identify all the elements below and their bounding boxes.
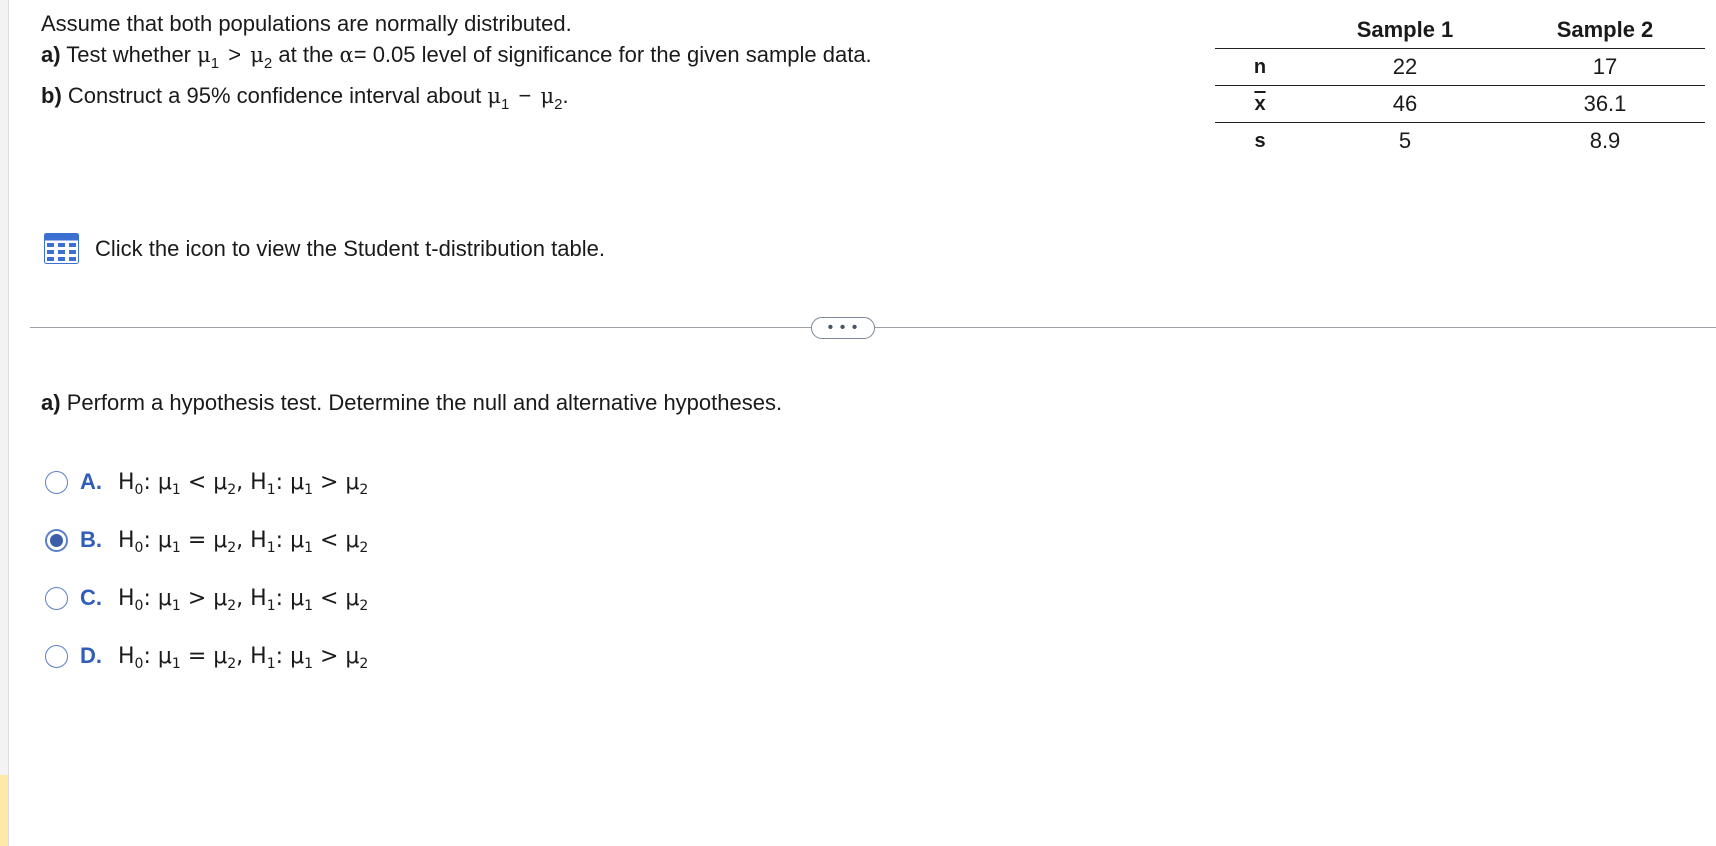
relation-symbol: > [228,42,242,67]
part-a-text-after: level of significance for the given sample data. [421,42,872,67]
radio-button[interactable] [45,471,68,494]
colon: : [275,527,284,553]
mu-symbol: μ [345,585,360,611]
subscript: 2 [227,655,237,672]
row-label-xbar [1215,86,1305,123]
subscript: 2 [227,481,237,498]
subscript: 1 [304,539,313,556]
question-prompt [41,389,782,417]
h1-symbol: H [250,585,267,611]
colon: : [143,585,151,611]
mu-symbol: μ [250,43,264,67]
subscript: 1 [266,481,276,498]
mu-symbol: μ [157,469,172,495]
h0-symbol: H [118,469,135,495]
option-b[interactable] [45,527,369,556]
subscript: 2 [359,539,369,556]
separator: , [236,643,244,669]
h0-symbol: H [118,643,135,669]
hypotheses-expression[interactable] [118,527,369,556]
relation-symbol: = [187,643,207,669]
radio-button[interactable] [45,587,68,610]
problem-intro [41,10,572,38]
separator: , [236,527,244,553]
separator: , [236,585,244,611]
subscript: 0 [134,539,144,556]
t-table-link-text[interactable]: Click the icon to view the Student t-distribution table. [95,235,605,261]
cell-sample-2-mean: 36.1 [1505,86,1705,123]
subscript: 1 [266,539,276,556]
colon: : [143,527,151,553]
relation-symbol: < [187,469,207,495]
mu-symbol: μ [157,585,172,611]
hypotheses-expression[interactable] [118,469,369,498]
table-header-sample-2: Sample 2 [1505,12,1705,49]
table-row [1215,49,1705,86]
question-text: Perform a hypothesis test. Determine the null and alternative hypotheses. [66,390,783,415]
subscript: 1 [304,481,313,498]
t-table-link[interactable] [44,233,605,264]
subscript: 1 [266,597,276,614]
cell-sample-2-sd: 8.9 [1589,128,1621,153]
option-d[interactable] [45,643,369,672]
alpha-value: = 0.05 [353,42,416,67]
subscript: 0 [134,481,144,498]
alpha-symbol: α [339,43,354,67]
option-letter[interactable]: B. [80,527,102,552]
row-label-s: s [1254,129,1266,152]
cell-sample-1-n: 22 [1305,49,1505,86]
cell-sample-1-mean: 46 [1305,86,1505,123]
subscript: 2 [359,597,369,614]
subscript: 1 [171,539,181,556]
table-header-blank [1215,12,1305,49]
problem-part-a [41,41,872,72]
left-rail-accent [0,775,8,846]
colon: : [143,643,151,669]
part-a-text-middle: at the [278,42,334,67]
subscript: 0 [134,597,144,614]
option-letter[interactable]: A. [80,469,102,494]
left-rail [0,0,9,846]
minus-symbol: − [518,83,532,108]
colon: : [143,469,151,495]
option-a[interactable] [45,469,369,498]
mu-symbol: μ [345,527,360,553]
part-a-text-before: Test whether [66,42,192,67]
relation-symbol: < [319,527,339,553]
table-grid-icon[interactable] [44,233,79,264]
problem-intro-text: Assume that both populations are normally distributed. [41,11,572,36]
subscript: 2 [263,55,273,72]
mu-symbol: μ [213,585,228,611]
part-b-label: b) [41,83,62,108]
cell-sample-2-n: 17 [1505,49,1705,86]
subscript: 1 [304,655,313,672]
relation-symbol: < [319,585,339,611]
h0-symbol: H [118,585,135,611]
sample-data-table [1215,12,1705,159]
separator: , [236,469,244,495]
table-row [1215,123,1705,160]
subscript: 0 [134,655,144,672]
hypotheses-expression[interactable] [118,585,369,614]
part-b-text: Construct a 95% confidence interval about [67,83,482,108]
mu-symbol: μ [157,527,172,553]
xbar-symbol: $\overline{x}$ [1254,92,1266,115]
radio-button[interactable] [45,645,68,668]
period: . [562,83,569,108]
colon: : [275,469,284,495]
mu-symbol: μ [345,643,360,669]
mu-symbol: μ [487,84,502,108]
subscript: 1 [501,96,510,113]
mu-symbol: μ [213,527,228,553]
option-letter[interactable]: D. [80,643,102,668]
table-header-sample-1: Sample 1 [1305,12,1505,49]
relation-symbol: = [187,527,207,553]
subscript: 2 [227,597,237,614]
h1-symbol: H [250,527,267,553]
expand-more-button[interactable]: • • • [811,317,875,339]
part-a-label: a) [41,42,61,67]
subscript: 2 [359,481,369,498]
subscript: 1 [171,655,181,672]
relation-symbol: > [319,469,339,495]
subscript: 1 [266,655,276,672]
subscript: 1 [304,597,313,614]
mu-symbol: μ [290,643,305,669]
table-row [1215,86,1705,123]
subscript: 2 [359,655,369,672]
subscript: 1 [171,481,181,498]
h0-symbol: H [118,527,135,553]
mu-symbol: μ [540,84,555,108]
option-letter[interactable]: C. [80,585,102,610]
mu-symbol: μ [290,527,305,553]
h1-symbol: H [250,469,267,495]
subscript: 2 [554,96,563,113]
h1-symbol: H [250,643,267,669]
mu-symbol: μ [290,469,305,495]
question-part-label: a) [41,390,61,415]
table-header-row [1215,12,1705,49]
subscript: 2 [227,539,237,556]
cell-sample-1-sd: 5 [1398,128,1412,153]
colon: : [275,585,284,611]
option-c[interactable] [45,585,369,614]
radio-button[interactable] [45,529,68,552]
problem-part-b [41,82,569,113]
mu-symbol: μ [213,643,228,669]
mu-symbol: μ [157,643,172,669]
hypotheses-expression[interactable] [118,643,369,672]
colon: : [275,643,284,669]
relation-symbol: > [187,585,207,611]
mu-symbol: μ [197,43,211,67]
mu-symbol: μ [290,585,305,611]
row-label-n: n [1215,49,1305,86]
mu-symbol: μ [345,469,360,495]
subscript: 1 [171,597,181,614]
relation-symbol: > [319,643,339,669]
mu-symbol: μ [213,469,228,495]
subscript: 1 [210,55,220,72]
radio-dot [50,534,63,547]
